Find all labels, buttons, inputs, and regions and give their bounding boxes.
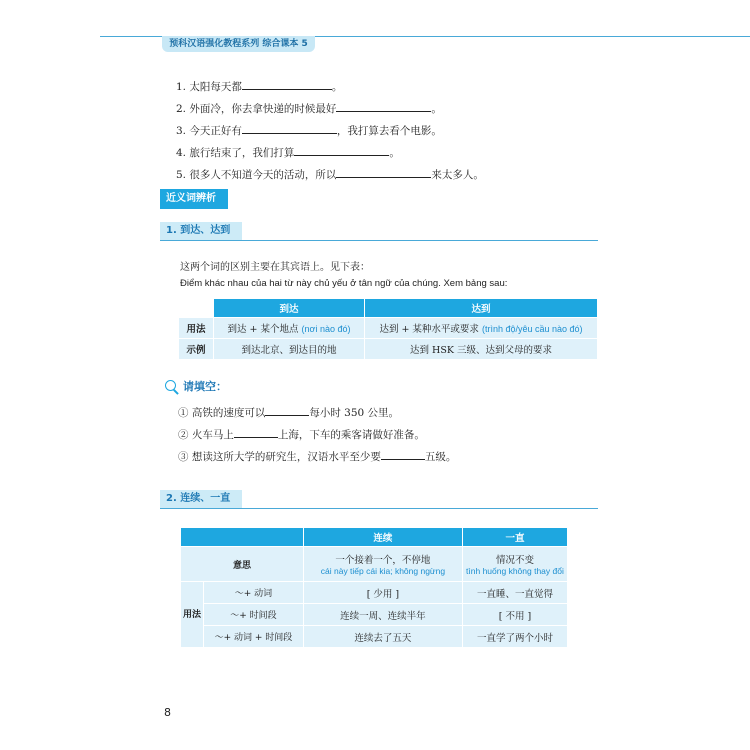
table-cell: 一直学了两个小时 [462,626,567,648]
section-title: 近义词辨析 [160,189,228,209]
table-cell: [ 少用 ] [303,582,462,604]
table-row [181,604,568,626]
answer-blank[interactable] [294,144,389,156]
exercise-2: 2. 外面冷，你去拿快递的时候最好 。 [176,100,442,116]
answer-blank[interactable] [336,100,431,112]
answer-blank[interactable] [265,404,309,416]
note-chinese: 这两个词的区别主要在其宾语上。见下表： [180,262,370,273]
table-cell: 情况不变 tình huống không thay đổi [462,547,567,582]
row-label: 意思 [181,547,304,582]
header-title: 预科汉语强化教程系列 综合课本 5 [162,36,315,52]
answer-blank[interactable] [234,426,278,438]
column-header: 到达 [214,299,365,318]
answer-blank[interactable] [336,166,431,178]
table-row [181,626,568,648]
answer-blank[interactable] [381,448,425,460]
quiz-item-3: ③ 想读这所大学的研究生，汉语水平至少要 五级。 [178,448,456,464]
table-cell: 到达北京、到达目的地 [214,339,365,360]
row-label-usage: 用法 [181,582,204,648]
answer-blank[interactable] [242,122,337,134]
quiz-item-1: ① 高铁的速度可以 每小时 350 公里。 [178,404,399,420]
column-header: 一直 [462,528,567,547]
subsection-title: 2. 连续、一直 [160,490,242,508]
table-cell: 达到 + 某种水平或要求 (trình độ/yêu cầu nào đó) [365,318,598,339]
subsection-title: 1. 到达、达到 [160,222,242,240]
comparison-table-2 [180,527,568,648]
table-cell: 到达 + 某个地点 (nơi nào đó) [214,318,365,339]
column-header: 达到 [365,299,598,318]
note-vietnamese: Điểm khác nhau của hai từ này chủ yếu ở tân ngữ của chúng. Xem bảng sau: [180,278,508,289]
table-cell: 达到 HSK 三级、达到父母的要求 [365,339,598,360]
table-corner [181,528,304,547]
exercise-3: 3. 今天正好有 ，我打算去看个电影。 [176,122,442,138]
table-cell: 连续去了五天 [303,626,462,648]
page-number: 8 [164,706,171,719]
subsection-rule [160,508,598,509]
table-corner [179,299,214,318]
exercise-1: 1. 太阳每天都 。 [176,78,342,94]
exercise-4: 4. 旅行结束了，我们打算 。 [176,144,400,160]
table-row [181,547,568,582]
quiz-item-2: ② 火车马上 上海，下车的乘客请做好准备。 [178,426,425,442]
table-cell: 连续一周、连续半年 [303,604,462,626]
pattern-cell: ～+ 动词 + 时间段 [204,626,304,648]
exercise-5: 5. 很多人不知道今天的活动，所以 来太多人。 [176,166,484,182]
table-row [181,582,568,604]
table-row [179,339,598,360]
table-row [179,318,598,339]
pattern-cell: ～+ 时间段 [204,604,304,626]
answer-blank[interactable] [242,78,332,90]
quiz-title: 请填空： [165,378,227,394]
magnifier-icon [165,380,176,391]
row-label: 用法 [179,318,214,339]
pattern-cell: ～+ 动词 [204,582,304,604]
row-label: 示例 [179,339,214,360]
column-header: 连续 [303,528,462,547]
table-cell: [ 不用 ] [462,604,567,626]
subsection-rule [160,240,598,241]
table-cell: 一个接着一个，不停地 cái này tiếp cái kia; không ngừng [303,547,462,582]
comparison-table-1 [178,298,598,360]
table-cell: 一直睡、一直觉得 [462,582,567,604]
